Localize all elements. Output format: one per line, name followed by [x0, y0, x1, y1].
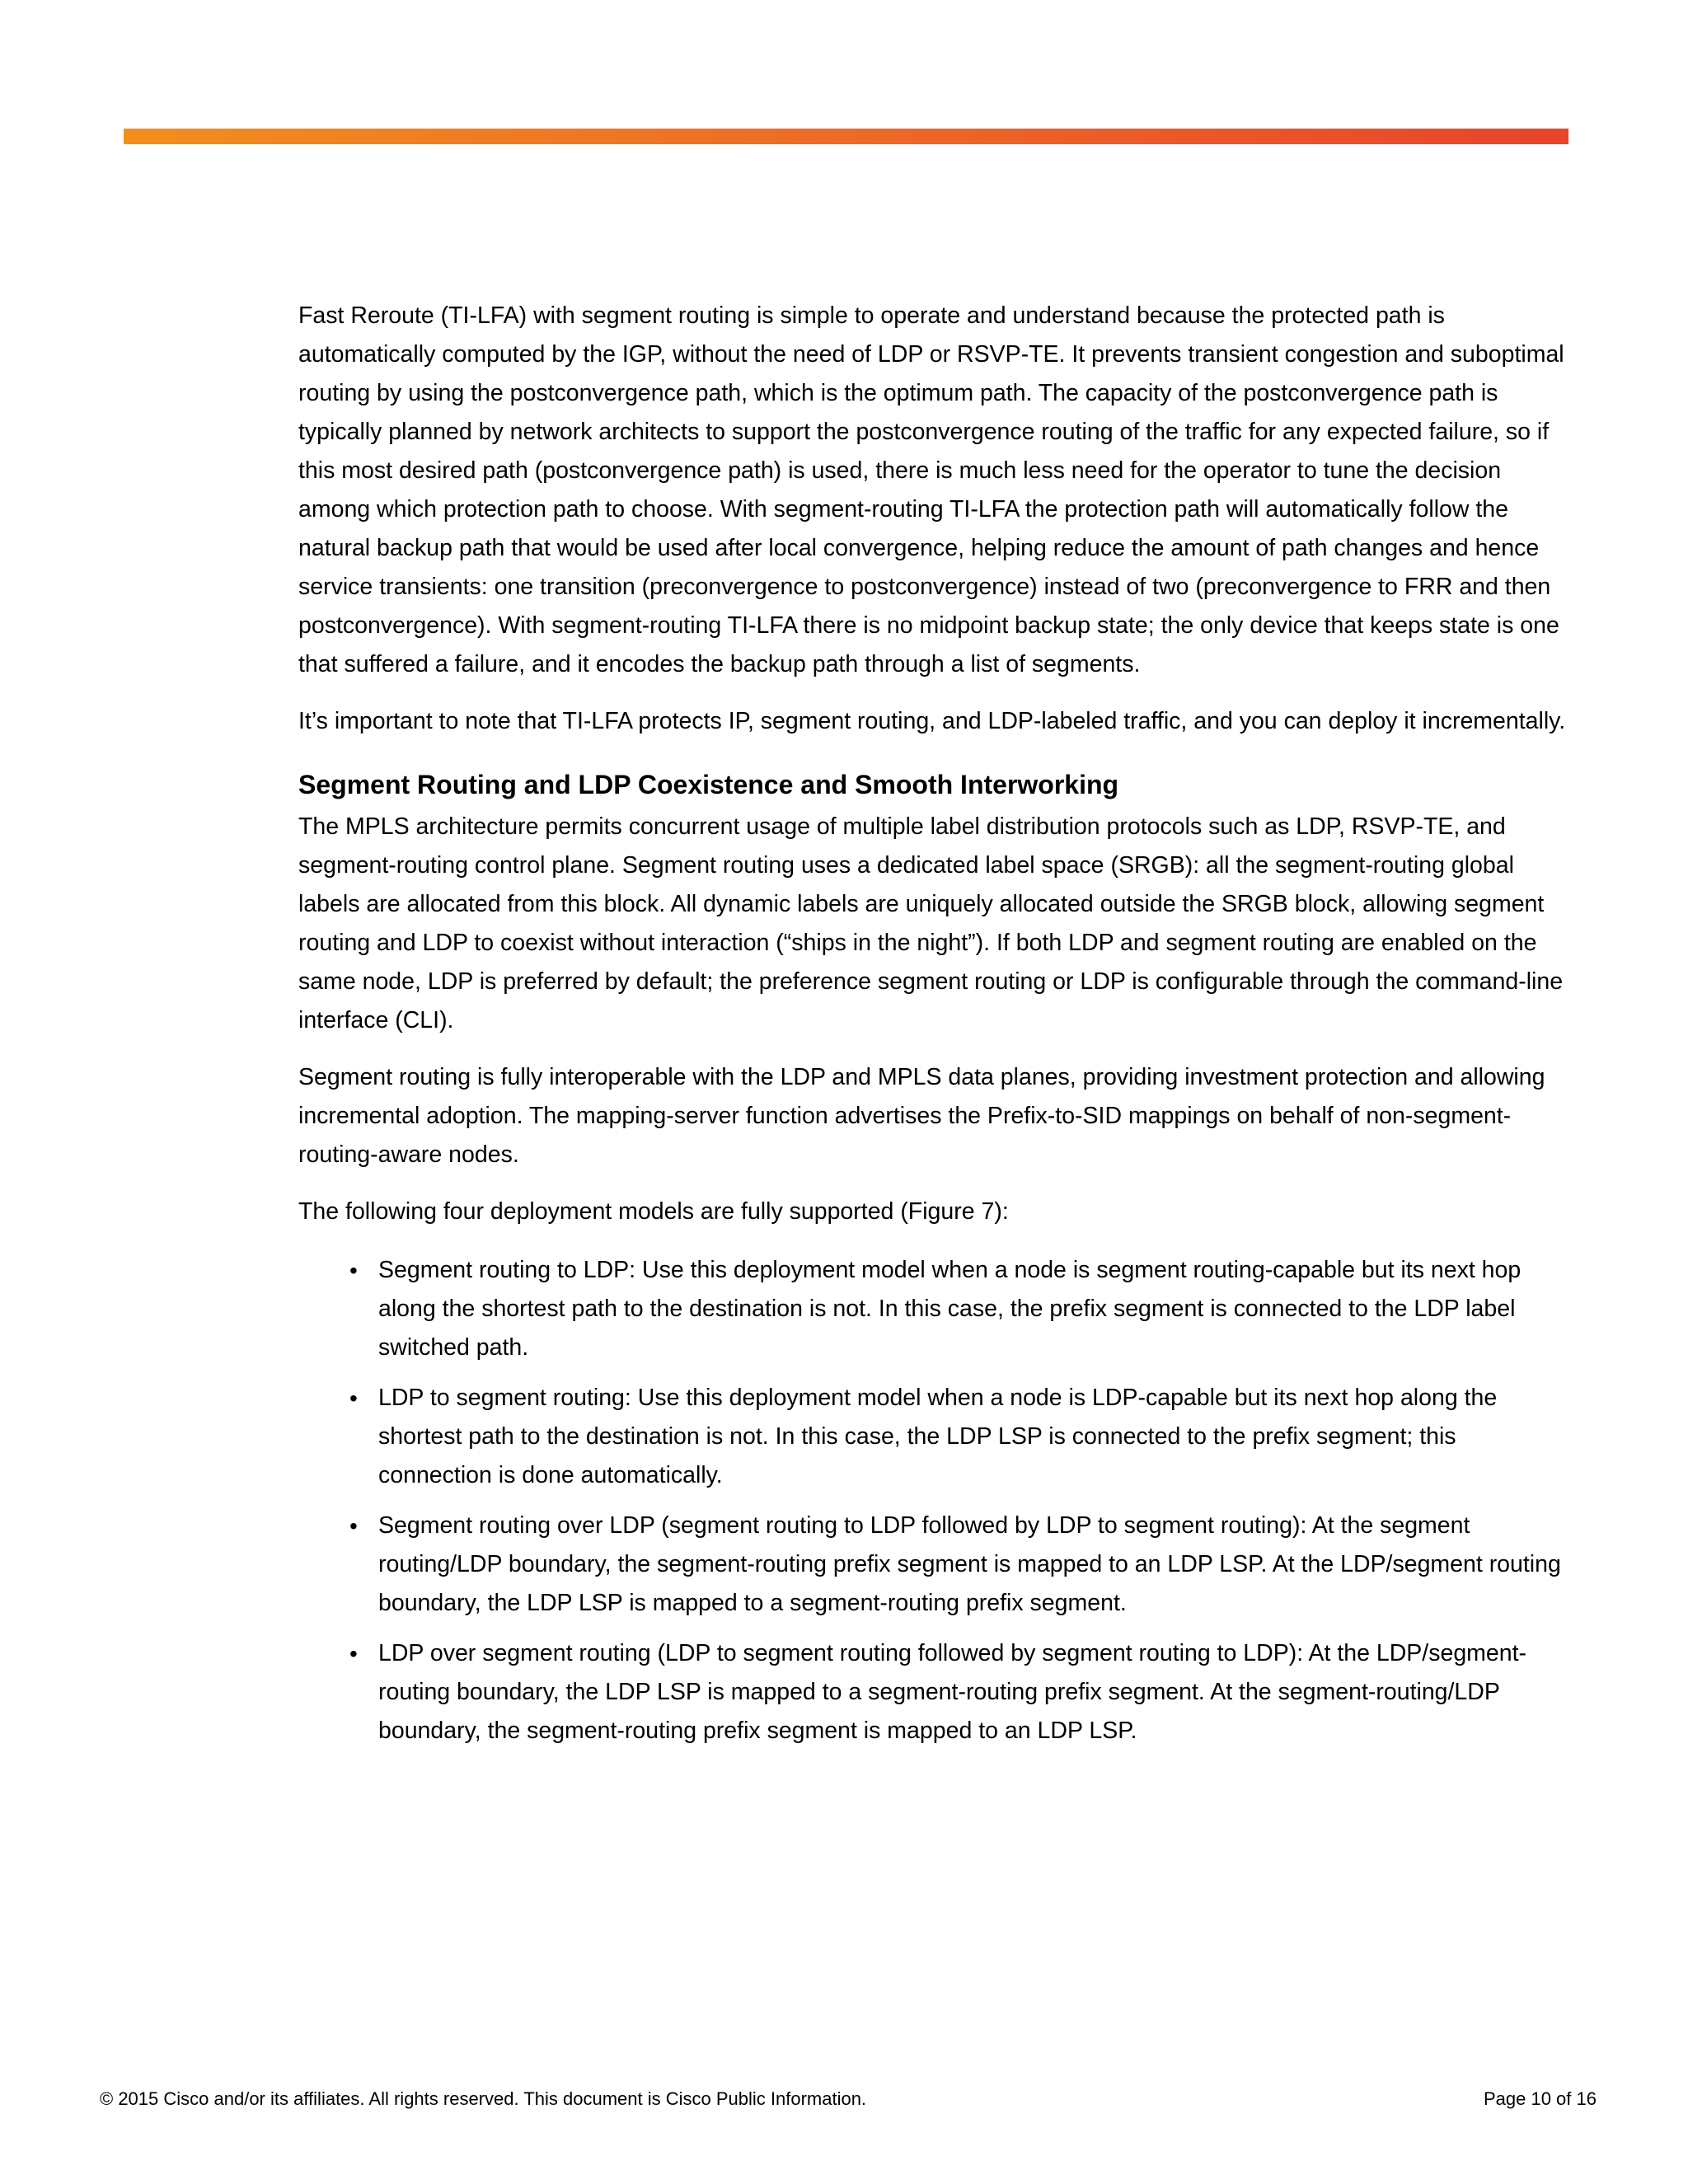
- list-item: [298, 1379, 1572, 1495]
- document-body: [298, 297, 1572, 1762]
- list-item-text: Segment routing to LDP: Use this deployment model when a node is segment routing-capable but its next hop along the shortest path to the destination is not. In this case, the prefix segment is connected to the LDP label switched path.: [378, 1257, 1522, 1361]
- list-item: [298, 1507, 1572, 1623]
- bullet-icon: •: [349, 1513, 358, 1539]
- header-accent-bar: [124, 129, 1568, 144]
- paragraph-interoperability: Segment routing is fully interoperable with the LDP and MPLS data planes, providing investment protection and allowing incremental adoption. The mapping-server function advertises the Prefix-to-SID mappings on behalf of non-segment-routing-aware nodes.: [298, 1064, 1545, 1168]
- section-heading: Segment Routing and LDP Coexistence and Smooth Interworking: [298, 770, 1119, 799]
- list-item-text: LDP to segment routing: Use this deployment model when a node is LDP-capable but its next hop along the shortest path to the destination is not. In this case, the LDP LSP is connected to the prefix segment; this connection is done automatically.: [378, 1385, 1498, 1488]
- list-item: [298, 1634, 1572, 1750]
- bullet-icon: •: [349, 1258, 358, 1283]
- paragraph-ti-lfa-overview: Fast Reroute (TI-LFA) with segment routing is simple to operate and understand because the protected path is automatically computed by the IGP, without the need of LDP or RSVP-TE. It prevents transient congestion and suboptimal routing by using the postconvergence path, which is the optimum path. The capacity of the postconvergence path is typically planned by network architects to support the postconvergence routing of the traffic for any expected failure, so if this most desired path (postconvergence path) is used, there is much less need for the operator to tune the decision among which protection path to choose. With segment-routing TI-LFA the protection path will automatically follow the natural backup path that would be used after local convergence, helping reduce the amount of path changes and hence service transients: one transition (preconvergence to postconvergence) instead of two (preconvergence to FRR and then postconvergence). With segment-routing TI-LFA there is no midpoint backup state; the only device that keeps state is one that suffered a failure, and it encodes the backup path through a list of segments.: [298, 302, 1564, 677]
- bullet-icon: •: [349, 1385, 358, 1411]
- footer-page-number: Page 10 of 16: [1483, 2088, 1597, 2109]
- footer-copyright: © 2015 Cisco and/or its affiliates. All rights reserved. This document is Cisco Public Information.: [100, 2088, 867, 2109]
- paragraph-ti-lfa-protection: It’s important to note that TI-LFA protects IP, segment routing, and LDP-labeled traffic, and you can deploy it incrementally.: [298, 708, 1566, 734]
- list-item-text: Segment routing over LDP (segment routing to LDP followed by LDP to segment routing): At the segment routing/LDP boundary, the segment-routing prefix segment is mapped to an LDP LSP. At the LDP/segment routing boundary, the LDP LSP is mapped to a segment-routing prefix segment.: [378, 1512, 1561, 1616]
- list-item: [298, 1251, 1572, 1367]
- paragraph-mpls-architecture: The MPLS architecture permits concurrent usage of multiple label distribution protocols such as LDP, RSVP-TE, and segment-routing control plane. Segment routing uses a dedicated label space (SRGB): all the segment-routing global labels are allocated from this block. All dynamic labels are uniquely allocated outside the SRGB block, allowing segment routing and LDP to coexist without interaction (“ships in the night”). If both LDP and segment routing are enabled on the same node, LDP is preferred by default; the preference segment routing or LDP is configurable through the command-line interface (CLI).: [298, 813, 1564, 1033]
- deployment-model-list: [298, 1251, 1572, 1750]
- paragraph-deployment-intro: The following four deployment models are fully supported (Figure 7):: [298, 1198, 1009, 1225]
- bullet-icon: •: [349, 1641, 358, 1666]
- list-item-text: LDP over segment routing (LDP to segment routing followed by segment routing to LDP): At the LDP/segment-routing boundary, the LDP LSP is mapped to a segment-routing prefix segment. At the segment-routing/LDP boundary, the segment-routing prefix segment is mapped to an LDP LSP.: [378, 1640, 1527, 1744]
